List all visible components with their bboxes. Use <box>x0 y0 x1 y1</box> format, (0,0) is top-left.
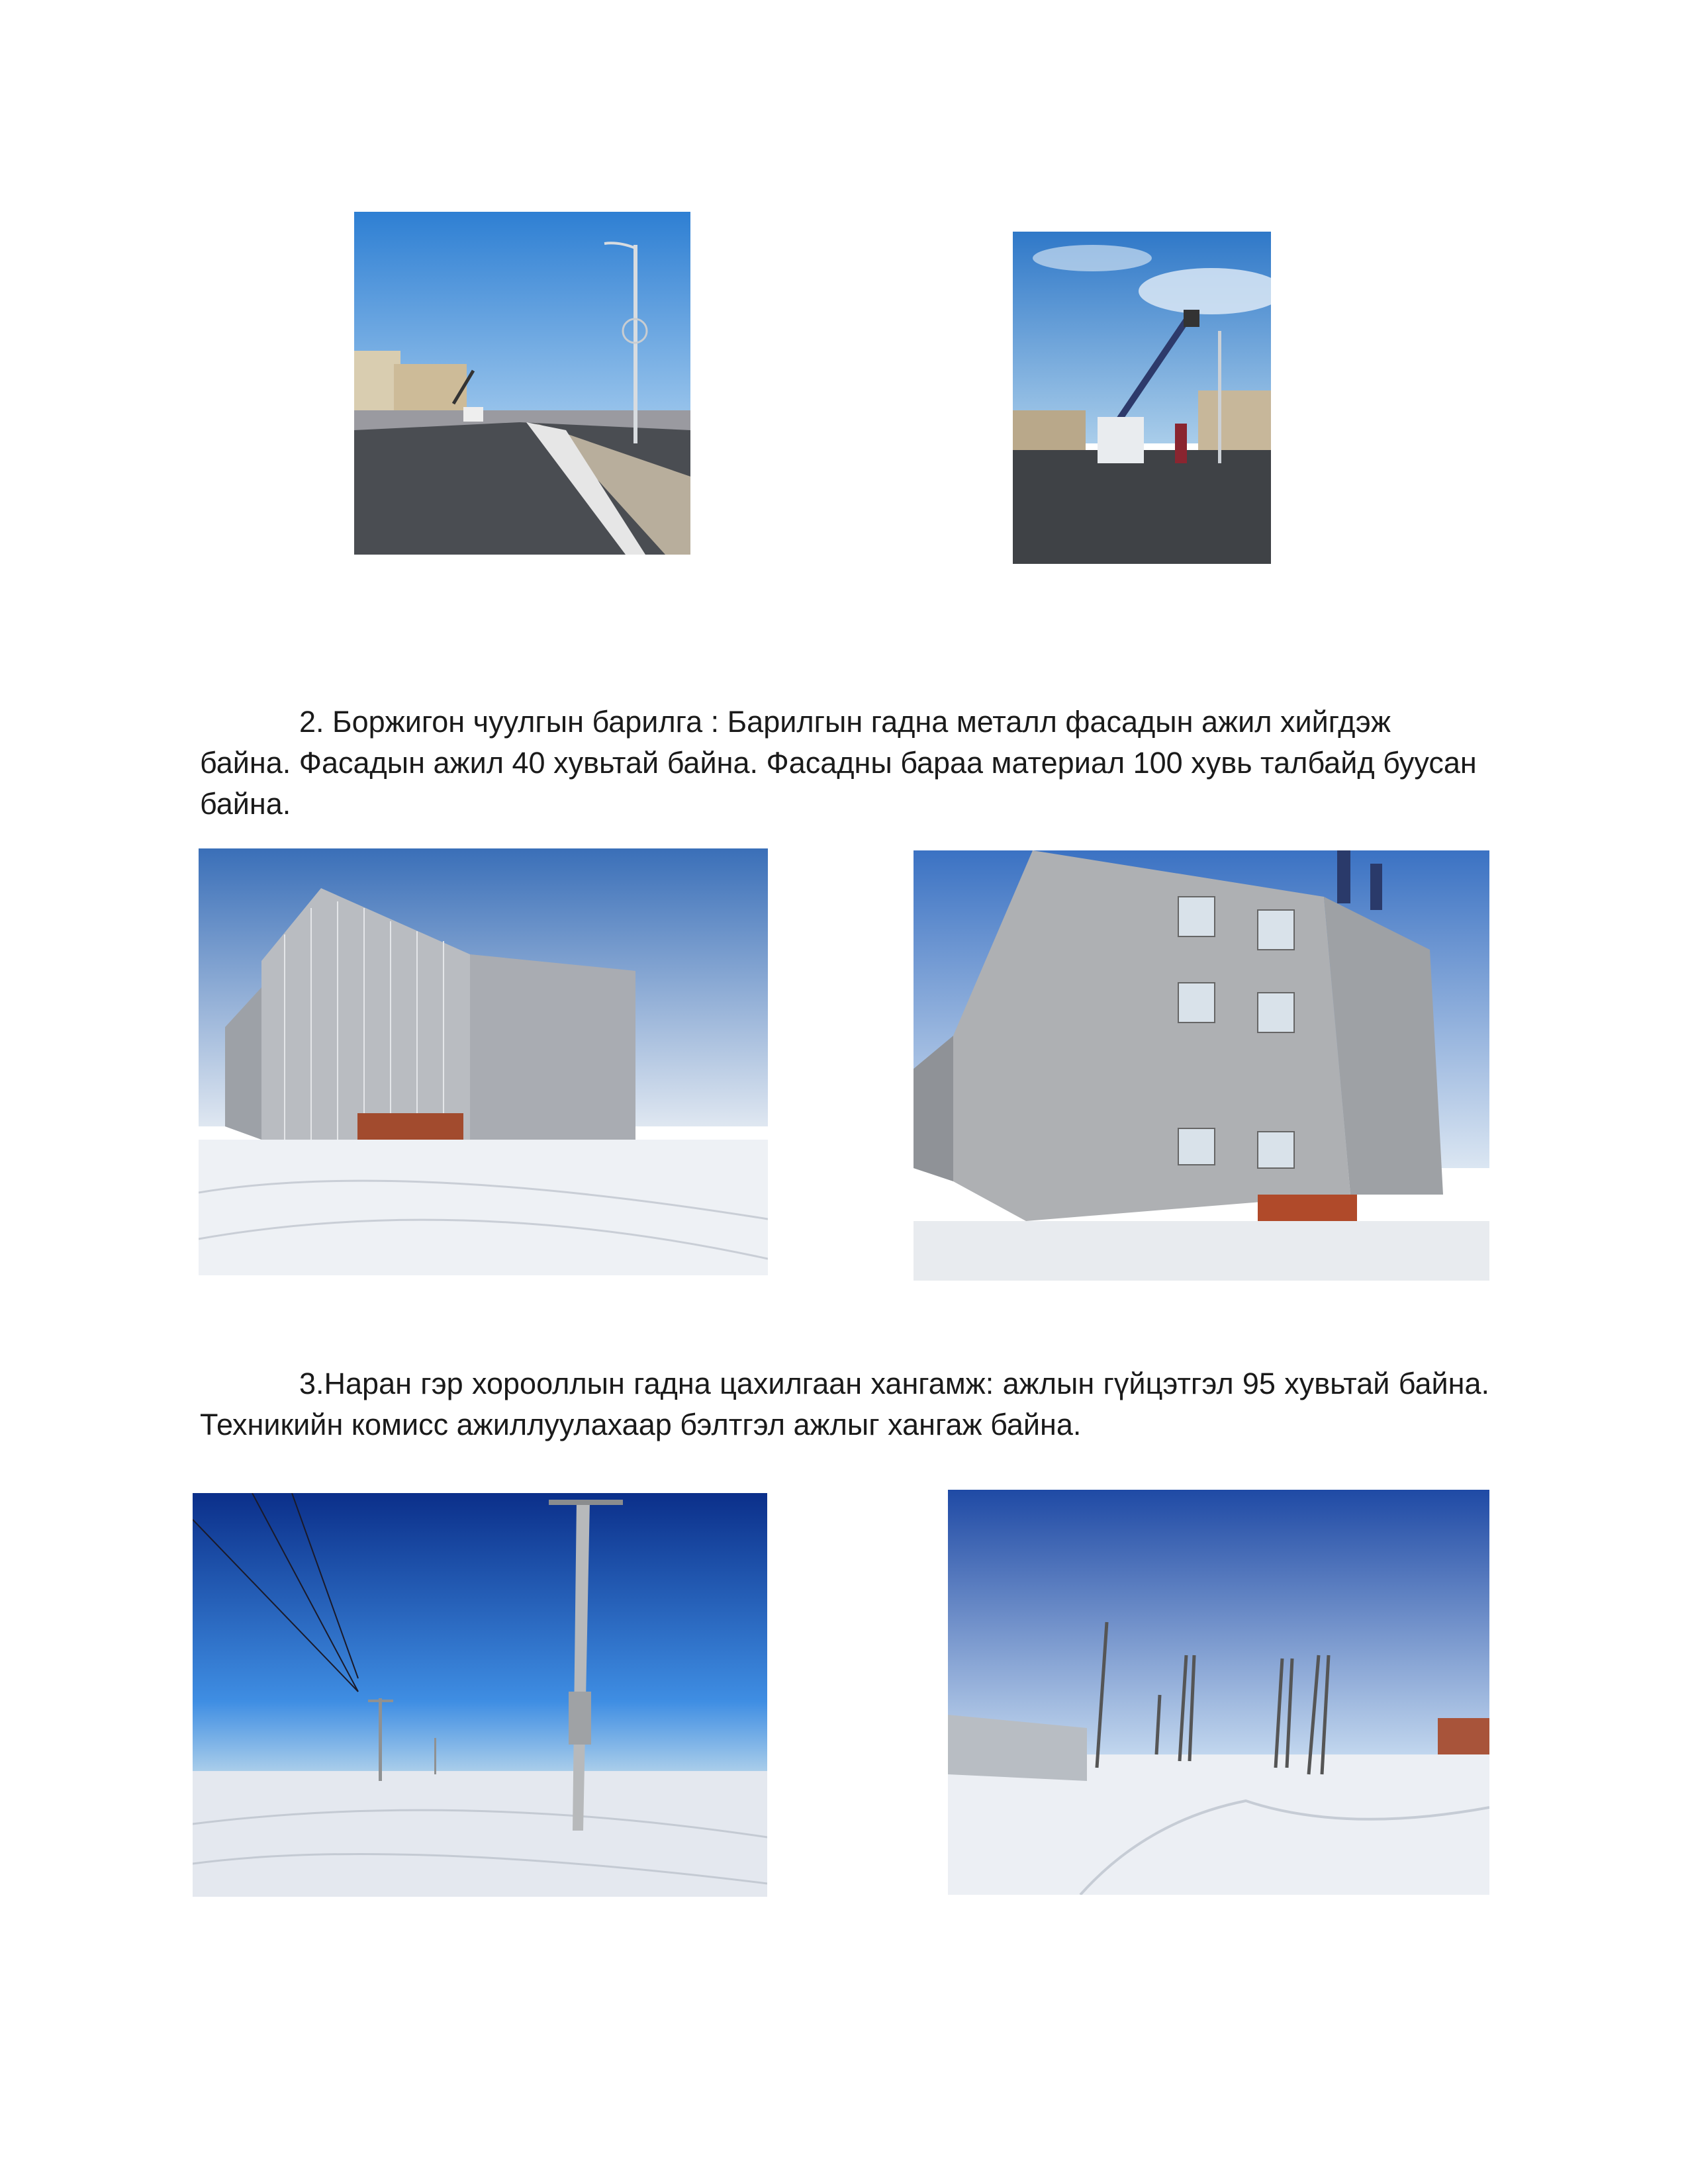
photo-power-poles-settlement <box>948 1490 1489 1895</box>
photo-building-facade-wide <box>199 848 768 1275</box>
section-3-text: 3.Наран гэр хорооллын гадна цахилгаан хангамж: ажлын гүйцэтгэл 95 хувьтай байна. Техникийн комисс ажиллуулахаар бэлтгэл ажлыг хангаж байна. <box>200 1367 1489 1441</box>
section-3-paragraph <box>200 1363 1489 1445</box>
photo-building-facade-close <box>914 850 1489 1281</box>
photo-power-poles-field <box>193 1493 767 1897</box>
section-2-text: 2. Боржигон чуулгын барилга : Барилгын гадна металл фасадын ажил хийгдэж байна. Фасадын ажил 40 хувьтай байна. Фасадны бараа материал 100 хувь талбайд буусан байна. <box>200 705 1477 821</box>
section-2-paragraph <box>200 702 1484 825</box>
photo-street-light-road <box>354 212 690 555</box>
photo-crane-truck <box>1013 232 1271 564</box>
